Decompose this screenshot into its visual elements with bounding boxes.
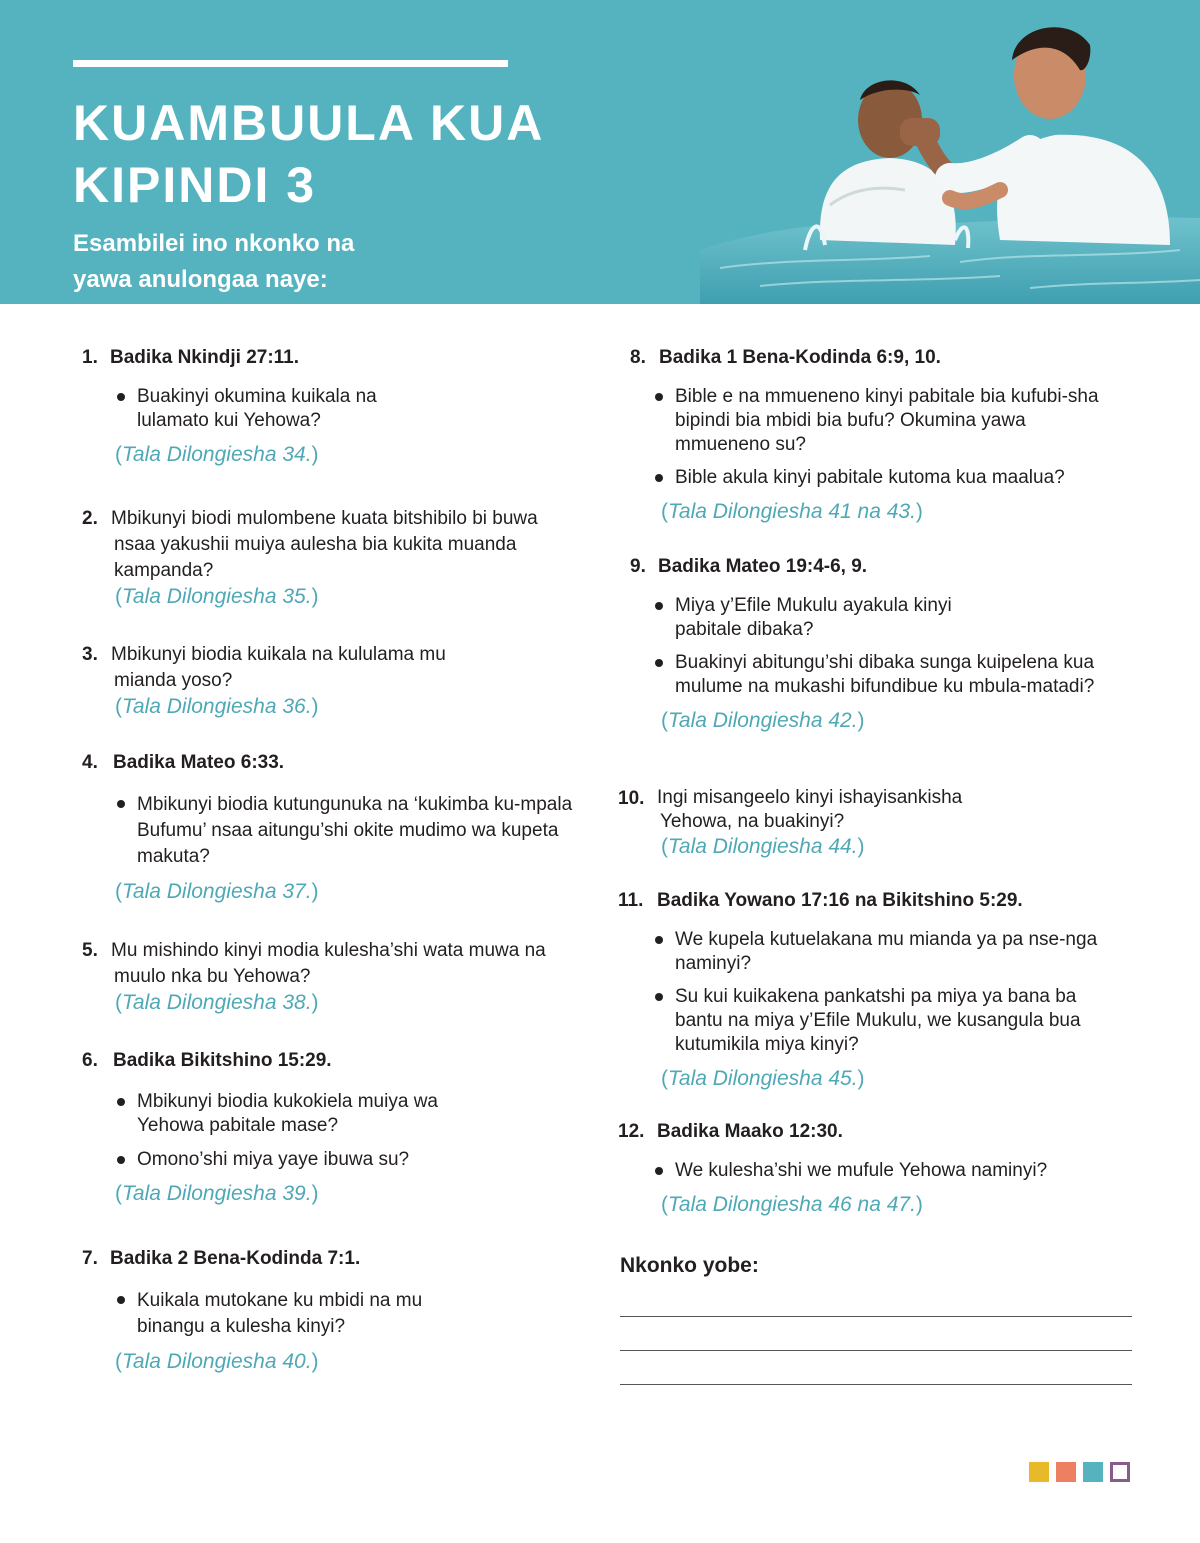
- question-item-2: [82, 506, 582, 642]
- bullet-item: Mbikunyi biodia kukokiela muiya wa Yehowa pabitale mase?: [115, 1090, 457, 1138]
- bullet-item: Su kui kuikakena pankatshi pa miya ya bana ba bantu na miya y’Efile Mukulu, we kusangula bua kutumikila miya kinyi?: [653, 985, 1125, 1057]
- lesson-reference: (Tala Dilongiesha 41 na 43.): [661, 500, 923, 523]
- bullet-item: Mbikunyi biodia kutungunuka na ‘kukimba ku-mpala Bufumu’ nsaa aitungu’shi okite mudimo wa kupeta makuta?: [115, 792, 577, 870]
- item-title: Badika 2 Bena-Kodinda 7:1.: [110, 1248, 361, 1269]
- bullet-list: [82, 792, 582, 870]
- lesson-reference: (Tala Dilongiesha 45.): [661, 1067, 865, 1090]
- purple-outline-square: [1110, 1462, 1130, 1482]
- item-number: 8.: [630, 347, 646, 368]
- lesson-reference: (Tala Dilongiesha 34.): [115, 443, 319, 466]
- orange-square: [1056, 1462, 1076, 1482]
- lesson-reference: (Tala Dilongiesha 35.): [115, 585, 319, 608]
- bullet-list: [620, 928, 1135, 1057]
- lesson-reference: (Tala Dilongiesha 36.): [115, 695, 319, 718]
- item-number: 7.: [82, 1248, 98, 1269]
- question-item-9: [630, 554, 1135, 786]
- bullet-item: We kupela kutuelakana mu mianda ya pa nse-nga naminyi?: [653, 928, 1115, 976]
- notes-label: Nkonko yobe:: [620, 1254, 759, 1277]
- right-column: [620, 345, 1135, 1385]
- question-item-1: [82, 345, 582, 476]
- bullet-list: [630, 385, 1135, 490]
- item-number: 5.: [82, 940, 98, 961]
- page-subtitle-line-1: Esambilei ino nkonko na: [73, 230, 355, 257]
- left-column: [82, 345, 582, 1375]
- note-line-3[interactable]: [620, 1384, 1132, 1385]
- lesson-reference: (Tala Dilongiesha 44.): [661, 835, 865, 858]
- question-item-6: [82, 1048, 582, 1246]
- page-subtitle-line-2: yawa anulongaa naye:: [73, 266, 328, 293]
- item-number: 4.: [82, 752, 98, 773]
- lesson-reference: (Tala Dilongiesha 39.): [115, 1182, 319, 1205]
- bullet-item: Bible e na mmueneno kinyi pabitale bia kufubi-sha bipindi bia mbidi bia bufu? Okumina yawa mmueneno su?: [653, 385, 1115, 457]
- item-number: 2.: [82, 508, 98, 529]
- bullet-item: Miya y’Efile Mukulu ayakula kinyi pabitale dibaka?: [653, 594, 995, 642]
- item-number: 10.: [618, 788, 645, 809]
- lesson-reference: (Tala Dilongiesha 42.): [661, 709, 865, 732]
- bullet-list: [82, 385, 582, 433]
- item-question: Ingi misangeelo kinyi ishayisankisha Yehowa, na buakinyi?: [657, 787, 963, 832]
- baptism-illustration: [700, 0, 1200, 304]
- lesson-reference: (Tala Dilongiesha 46 na 47.): [661, 1193, 923, 1216]
- item-title: Badika Yowano 17:16 na Bikitshino 5:29.: [657, 890, 1023, 911]
- item-number: 6.: [82, 1050, 98, 1071]
- bullet-item: Buakinyi abitungu’shi dibaka sunga kuipelena kua mulume na mukashi bifundibue ku mbula-matadi?: [653, 651, 1120, 699]
- bullet-list: [630, 594, 1135, 699]
- item-title: Badika Mateo 6:33.: [113, 752, 285, 773]
- note-line-2[interactable]: [620, 1350, 1132, 1351]
- bullet-item: We kulesha’shi we mufule Yehowa naminyi?: [653, 1159, 1115, 1183]
- bullet-list: [82, 1090, 582, 1172]
- page-title: [73, 92, 593, 216]
- bullet-item: Bible akula kinyi pabitale kutoma kua maalua?: [653, 466, 1115, 490]
- question-item-10: [620, 786, 1135, 888]
- item-title: Badika Bikitshino 15:29.: [113, 1050, 332, 1071]
- question-item-4: [82, 750, 582, 938]
- item-title: Badika Nkindji 27:11.: [110, 347, 300, 368]
- item-question: Mbikunyi biodia kuikala na kululama mu mianda yoso?: [111, 644, 446, 691]
- item-title: Badika Mateo 19:4-6, 9.: [658, 556, 868, 577]
- question-item-11: [620, 888, 1135, 1119]
- question-item-12: [620, 1119, 1135, 1218]
- item-number: 9.: [630, 556, 646, 577]
- bullet-list: [82, 1288, 582, 1340]
- note-line-1[interactable]: [620, 1316, 1132, 1317]
- lesson-reference: (Tala Dilongiesha 38.): [115, 991, 319, 1014]
- item-question: Mbikunyi biodi mulombene kuata bitshibilo bi buwa nsaa yakushii muiya aulesha bia kukita muanda kampanda?: [111, 508, 538, 581]
- question-item-8: [630, 345, 1135, 554]
- item-number: 3.: [82, 644, 98, 665]
- bullet-list: [620, 1159, 1135, 1183]
- page-subtitle: [73, 226, 433, 298]
- page-title-line-2: KIPINDI 3: [73, 157, 317, 213]
- lesson-reference: (Tala Dilongiesha 37.): [115, 880, 319, 903]
- item-title: Badika Maako 12:30.: [657, 1121, 843, 1142]
- question-item-7: [82, 1246, 582, 1375]
- item-number: 11.: [618, 890, 644, 911]
- bullet-item: Kuikala mutokane ku mbidi na mu binangu a kulesha kinyi?: [115, 1288, 457, 1340]
- item-question: Mu mishindo kinyi modia kulesha’shi wata muwa na muulo nka bu Yehowa?: [111, 940, 546, 987]
- item-number: 1.: [82, 347, 98, 368]
- color-squares: [1029, 1462, 1130, 1482]
- question-item-3: [82, 642, 582, 750]
- lesson-reference: (Tala Dilongiesha 40.): [115, 1350, 319, 1373]
- page-title-line-1: KUAMBUULA KUA: [73, 95, 545, 151]
- header-rule: [73, 60, 508, 67]
- bullet-item: Omono’shi miya yaye ibuwa su?: [115, 1148, 457, 1172]
- bullet-item: Buakinyi okumina kuikala na lulamato kui Yehowa?: [115, 385, 407, 433]
- question-item-5: [82, 938, 582, 1048]
- teal-square: [1083, 1462, 1103, 1482]
- item-title: Badika 1 Bena-Kodinda 6:9, 10.: [659, 347, 941, 368]
- yellow-square: [1029, 1462, 1049, 1482]
- header-banner: [0, 0, 1200, 304]
- item-number: 12.: [618, 1121, 645, 1142]
